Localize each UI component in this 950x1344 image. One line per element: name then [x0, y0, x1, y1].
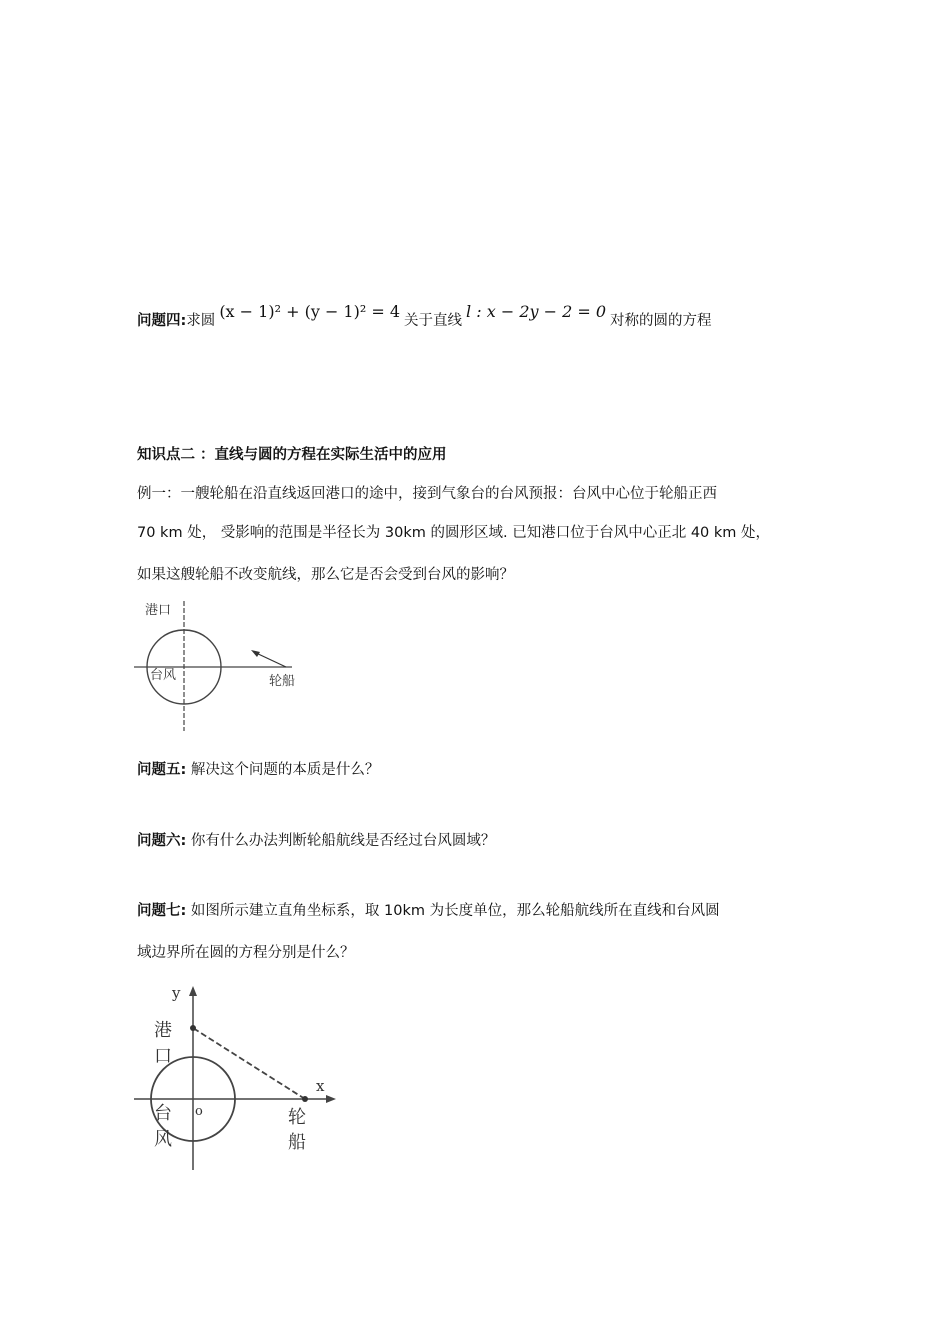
figure-2-port-label-1: 港 [154, 1020, 172, 1041]
question-4-pre: 求圆 [186, 313, 216, 329]
figure-2-origin-label: o [195, 1104, 203, 1119]
figure-2-x-label: x [316, 1077, 325, 1095]
question-7-text-1: 如图所示建立直角坐标系，取 10km 为长度单位，那么轮船航线所在直线和台风圆 [190, 903, 720, 919]
figure-2-port-label-2: 口 [154, 1046, 172, 1067]
figure-2-ship-label-2: 船 [288, 1132, 306, 1153]
figure-1-arrowhead [251, 650, 260, 657]
circle-equation: (x − 1)² + (y − 1)² = 4 [219, 302, 401, 321]
question-4 [137, 302, 712, 339]
question-5-label: 问题五: [137, 762, 187, 778]
figure-2-x-arrow [326, 1095, 336, 1103]
example-1-line-1: 例一：一艘轮船在沿直线返回港口的途中，接到气象台的台风预报：台风中心位于轮船正西 [137, 486, 717, 502]
typhoon-figure-2 [130, 978, 350, 1178]
line-equation: l : x − 2y − 2 = 0 [466, 302, 607, 321]
figure-1-typhoon-label: 台风 [150, 668, 177, 683]
figure-2-y-arrow [189, 986, 197, 996]
figure-2-ship-label-1: 轮 [288, 1107, 306, 1128]
question-6-label: 问题六: [137, 833, 187, 849]
question-4-label: 问题四: [137, 313, 187, 329]
figure-1-ship-label: 轮船 [269, 674, 296, 689]
question-5 [137, 758, 379, 779]
figure-2-ship-route [193, 1028, 305, 1099]
example-1-line-2: 70 km 处， 受影响的范围是半径长为 30km 的圆形区域. 已知港口位于台风中心正北 40 km 处， [137, 525, 771, 541]
figure-2-typhoon-label-2: 风 [154, 1129, 172, 1150]
figure-2-y-label: y [172, 984, 181, 1002]
question-6 [137, 829, 495, 850]
figure-2-port-point [190, 1025, 196, 1031]
figure-2-typhoon-label-1: 台 [154, 1103, 172, 1124]
typhoon-figure-1 [134, 597, 314, 737]
question-4-mid: 关于直线 [404, 313, 463, 329]
question-7-line-1 [137, 899, 720, 920]
question-5-text: 解决这个问题的本质是什么？ [190, 762, 380, 778]
question-4-post: 对称的圆的方程 [610, 313, 712, 329]
question-7-label: 问题七: [137, 903, 187, 919]
figure-1-ship-route [254, 652, 286, 667]
figure-2-ship-point [302, 1096, 308, 1102]
figure-1-port-label: 港口 [145, 603, 172, 618]
knowledge-point-2-heading: 知识点二 ：直线与圆的方程在实际生活中的应用 [137, 447, 447, 463]
question-6-text: 你有什么办法判断轮船航线是否经过台风圆域？ [190, 833, 496, 849]
question-7-line-2: 域边界所在圆的方程分别是什么？ [137, 945, 355, 961]
example-1-line-3: 如果这艘轮船不改变航线，那么它是否会受到台风的影响？ [137, 567, 514, 583]
